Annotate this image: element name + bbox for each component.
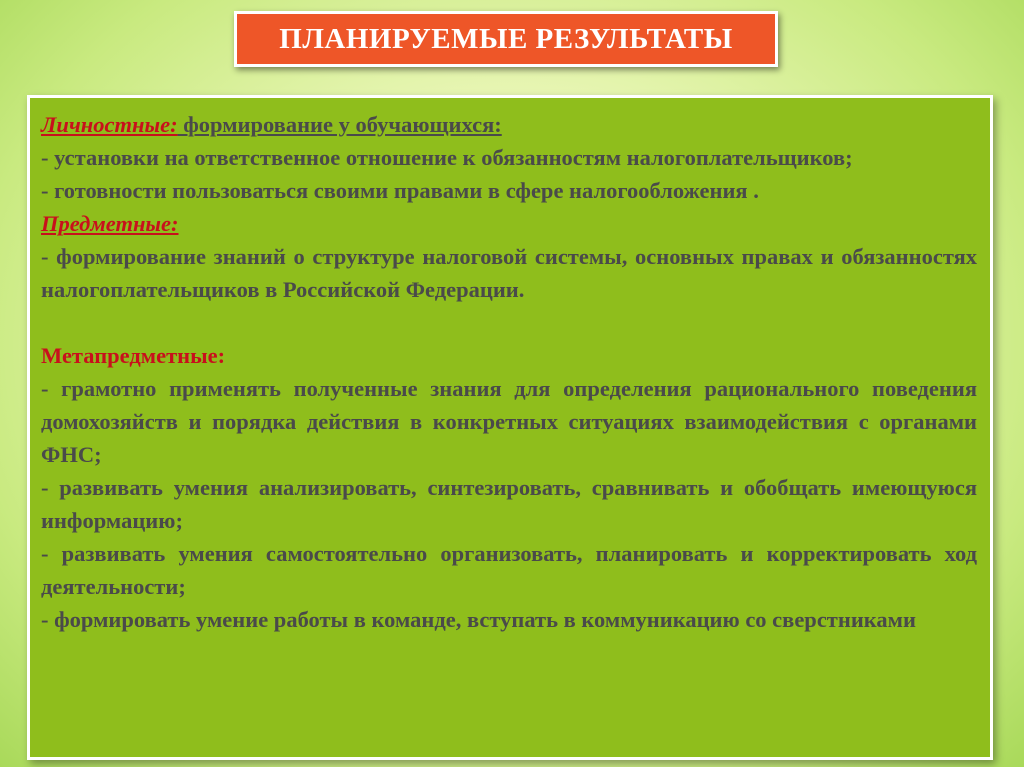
meta-item-2: - развивать умения анализировать, синтезировать, сравнивать и обобщать имеющуюся информацию; <box>41 475 977 533</box>
meta-heading: Метапредметные: <box>41 343 226 368</box>
personal-item-1: - установки на ответственное отношение к обязанностям налогоплательщиков; <box>41 145 853 170</box>
personal-intro: формирование у обучающихся: <box>177 112 502 137</box>
subject-item-1: - формирование знаний о структуре налоговой системы, основных правах и обязанностях налогоплательщиков в Российской Федерации. <box>41 244 977 302</box>
title-banner <box>234 11 778 67</box>
spacer <box>41 306 977 339</box>
meta-item-3: - развивать умения самостоятельно организовать, планировать и корректировать ход деятельности; <box>41 541 977 599</box>
personal-line <box>41 108 977 141</box>
meta-item-1: - грамотно применять полученные знания для определения рационального поведения домохозяйств и порядка действия в конкретных ситуациях взаимодействия с органами ФНС; <box>41 376 977 467</box>
personal-item-2: - готовности пользоваться своими правами в сфере налогообложения . <box>41 178 759 203</box>
content-panel <box>27 95 993 760</box>
subject-heading: Предметные: <box>41 211 179 236</box>
meta-item-4: - формировать умение работы в команде, вступать в коммуникацию со сверстниками <box>41 607 916 632</box>
personal-heading: Личностные: <box>41 112 178 137</box>
meta-line <box>41 339 977 372</box>
page-title: ПЛАНИРУЕМЫЕ РЕЗУЛЬТАТЫ <box>279 22 733 55</box>
subject-line <box>41 207 977 240</box>
